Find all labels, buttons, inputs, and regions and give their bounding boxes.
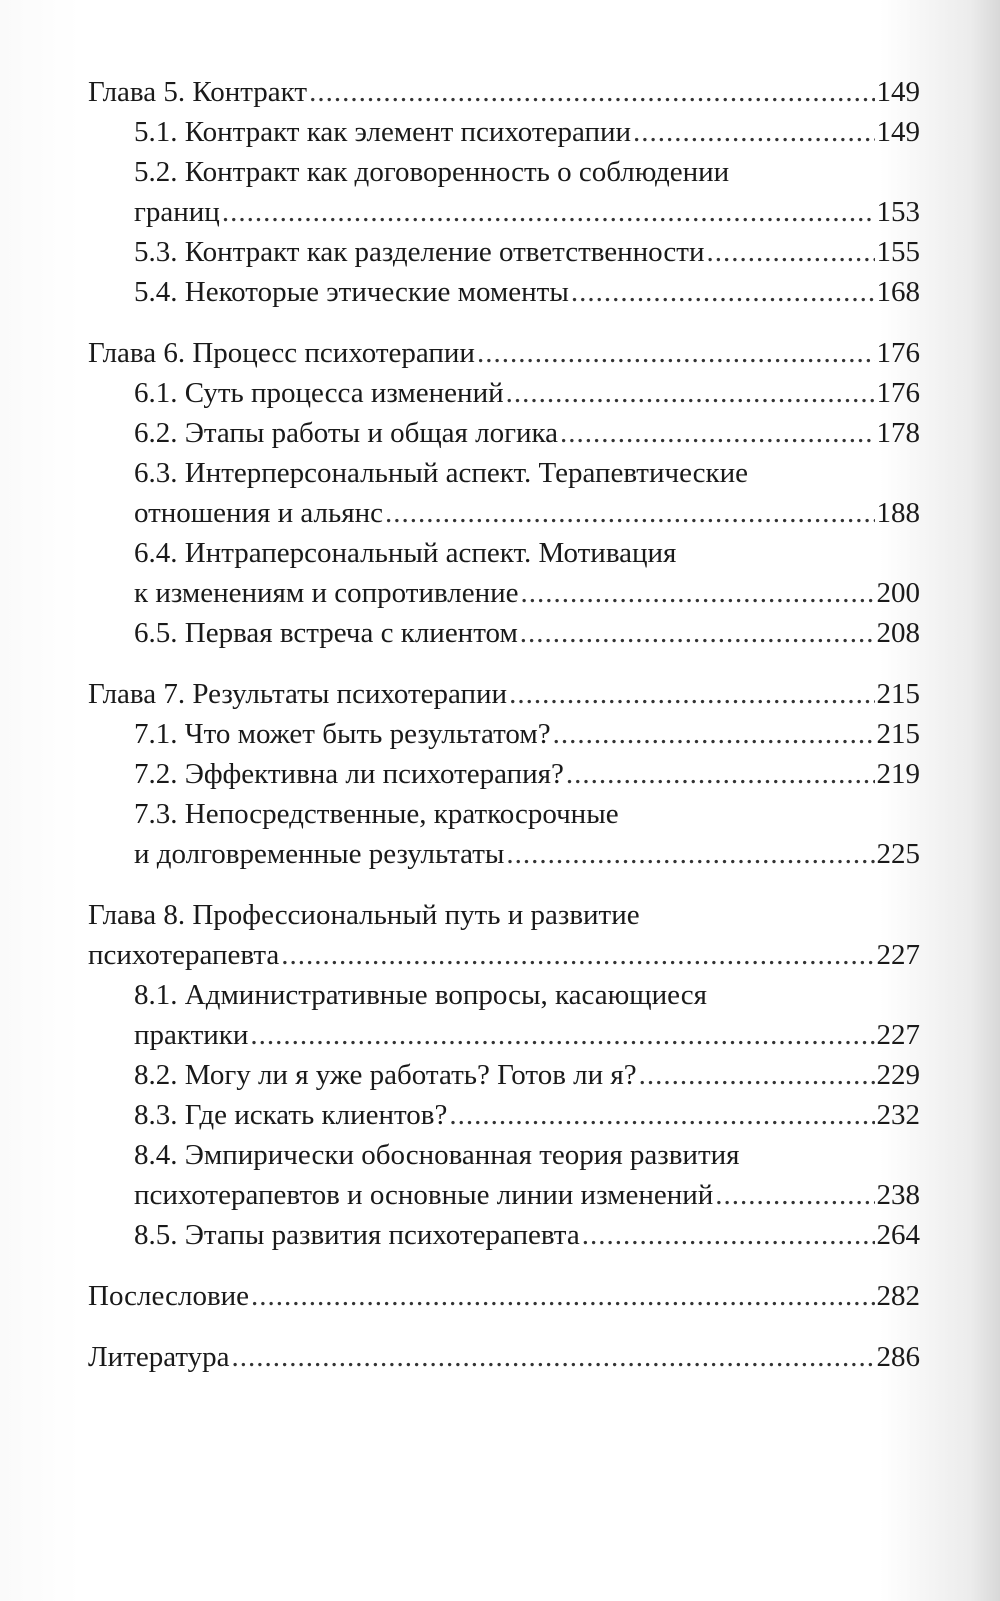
section-title: 6.1. Суть процесса изменений (134, 377, 504, 409)
section-title: 6.5. Первая встреча с клиентом (134, 617, 518, 649)
leader-dots (560, 413, 874, 453)
section-entry[interactable] (88, 232, 920, 272)
section-entry[interactable] (88, 192, 920, 232)
leader-dots (250, 1015, 874, 1055)
section-entry[interactable] (88, 1215, 920, 1255)
chapter-title: Литература (88, 1341, 230, 1373)
section-page-number: 215 (876, 718, 920, 750)
leader-dots (506, 373, 875, 413)
section-entry[interactable] (88, 714, 920, 754)
section-title: 7.2. Эффективна ли психотерапия? (134, 758, 564, 790)
section-title: 5.3. Контракт как разделение ответственности (134, 236, 705, 268)
section-page-number: 219 (876, 758, 920, 790)
leader-dots (385, 493, 875, 533)
section-title: 7.1. Что может быть результатом? (134, 718, 551, 750)
section-title: 8.2. Могу ли я уже работать? Готов ли я? (134, 1059, 637, 1091)
chapter-title: психотерапевта (88, 939, 280, 971)
section-title-line1 (88, 975, 920, 1015)
section-page-number: 200 (876, 577, 920, 609)
leader-dots (571, 272, 875, 312)
section-entry[interactable] (88, 754, 920, 794)
leader-dots (521, 573, 875, 613)
section-title-first-line: 6.3. Интерперсональный аспект. Терапевтические (134, 457, 749, 489)
section-title: 8.3. Где искать клиентов? (134, 1099, 448, 1131)
leader-dots (715, 1175, 874, 1215)
section-entry[interactable] (88, 1015, 920, 1055)
section-page-number: 178 (876, 417, 920, 449)
toc-chapter-block (88, 895, 920, 1255)
leader-dots (222, 192, 875, 232)
section-title-line1 (88, 152, 920, 192)
section-entry[interactable] (88, 493, 920, 533)
section-title-first-line: 8.4. Эмпирически обоснованная теория развития (134, 1139, 740, 1171)
section-title: к изменениям и сопротивление (134, 577, 519, 609)
toc-chapter-block (88, 1337, 920, 1377)
chapter-page-number: 215 (876, 678, 920, 710)
section-page-number: 229 (876, 1059, 920, 1091)
leader-dots (509, 674, 874, 714)
leader-dots (582, 1215, 875, 1255)
chapter-title: Глава 5. Контракт (88, 76, 308, 108)
section-entry[interactable] (88, 834, 920, 874)
section-page-number: 176 (876, 377, 920, 409)
section-page-number: 149 (876, 116, 920, 148)
leader-dots (506, 834, 874, 874)
toc-chapter-block (88, 1276, 920, 1316)
leader-dots (309, 72, 874, 112)
section-title: отношения и альянс (134, 497, 383, 529)
section-entry[interactable] (88, 112, 920, 152)
section-page-number: 225 (876, 838, 920, 870)
chapter-title: Глава 7. Результаты психотерапии (88, 678, 508, 710)
leader-dots (553, 714, 875, 754)
section-page-number: 153 (876, 196, 920, 228)
section-title: 8.5. Этапы развития психотерапевта (134, 1219, 580, 1251)
chapter-entry[interactable] (88, 72, 920, 112)
chapter-entry[interactable] (88, 1337, 920, 1377)
section-title-line1 (88, 794, 920, 834)
chapter-entry[interactable] (88, 1276, 920, 1316)
section-title: психотерапевтов и основные линии изменений (134, 1179, 714, 1211)
leader-dots (232, 1337, 875, 1377)
section-title: практики (134, 1019, 249, 1051)
table-of-contents (88, 72, 920, 1398)
section-title-first-line: 7.3. Непосредственные, краткосрочные (134, 798, 619, 830)
section-page-number: 238 (876, 1179, 920, 1211)
section-title: 5.1. Контракт как элемент психотерапии (134, 116, 632, 148)
section-title-line1 (88, 1135, 920, 1175)
section-entry[interactable] (88, 413, 920, 453)
leader-dots (477, 333, 875, 373)
section-title-line1 (88, 533, 920, 573)
leader-dots (566, 754, 875, 794)
section-title-first-line: 8.1. Административные вопросы, касающиеся (134, 979, 707, 1011)
toc-chapter-block (88, 674, 920, 874)
leader-dots (520, 613, 875, 653)
section-page-number: 188 (876, 497, 920, 529)
section-entry[interactable] (88, 1175, 920, 1215)
section-page-number: 264 (876, 1219, 920, 1251)
leader-dots (281, 935, 874, 975)
chapter-page-number: 286 (876, 1341, 920, 1373)
chapter-title-line1 (88, 895, 920, 935)
section-entry[interactable] (88, 1055, 920, 1095)
section-title: 5.4. Некоторые этические моменты (134, 276, 569, 308)
section-title-first-line: 5.2. Контракт как договоренность о соблюдении (134, 156, 730, 188)
section-entry[interactable] (88, 573, 920, 613)
section-title: 6.2. Этапы работы и общая логика (134, 417, 559, 449)
chapter-title-first-line: Глава 8. Профессиональный путь и развитие (88, 899, 640, 931)
section-page-number: 155 (876, 236, 920, 268)
section-entry[interactable] (88, 1095, 920, 1135)
section-page-number: 168 (876, 276, 920, 308)
leader-dots (251, 1276, 874, 1316)
section-title-line1 (88, 453, 920, 493)
section-title-first-line: 6.4. Интраперсональный аспект. Мотивация (134, 537, 677, 569)
chapter-page-number: 282 (876, 1280, 920, 1312)
chapter-entry[interactable] (88, 935, 920, 975)
chapter-page-number: 227 (876, 939, 920, 971)
leader-dots (449, 1095, 874, 1135)
section-entry[interactable] (88, 613, 920, 653)
section-page-number: 208 (876, 617, 920, 649)
toc-chapter-block (88, 72, 920, 312)
leader-dots (639, 1055, 875, 1095)
section-page-number: 227 (876, 1019, 920, 1051)
section-entry[interactable] (88, 272, 920, 312)
chapter-entry[interactable] (88, 333, 920, 373)
chapter-entry[interactable] (88, 674, 920, 714)
leader-dots (633, 112, 874, 152)
toc-chapter-block (88, 333, 920, 653)
section-title: границ (134, 196, 220, 228)
section-entry[interactable] (88, 373, 920, 413)
leader-dots (706, 232, 874, 272)
chapter-title: Глава 6. Процесс психотерапии (88, 337, 475, 369)
chapter-title: Послесловие (88, 1280, 250, 1312)
chapter-page-number: 149 (876, 76, 920, 108)
section-page-number: 232 (876, 1099, 920, 1131)
section-title: и долговременные результаты (134, 838, 505, 870)
chapter-page-number: 176 (876, 337, 920, 369)
